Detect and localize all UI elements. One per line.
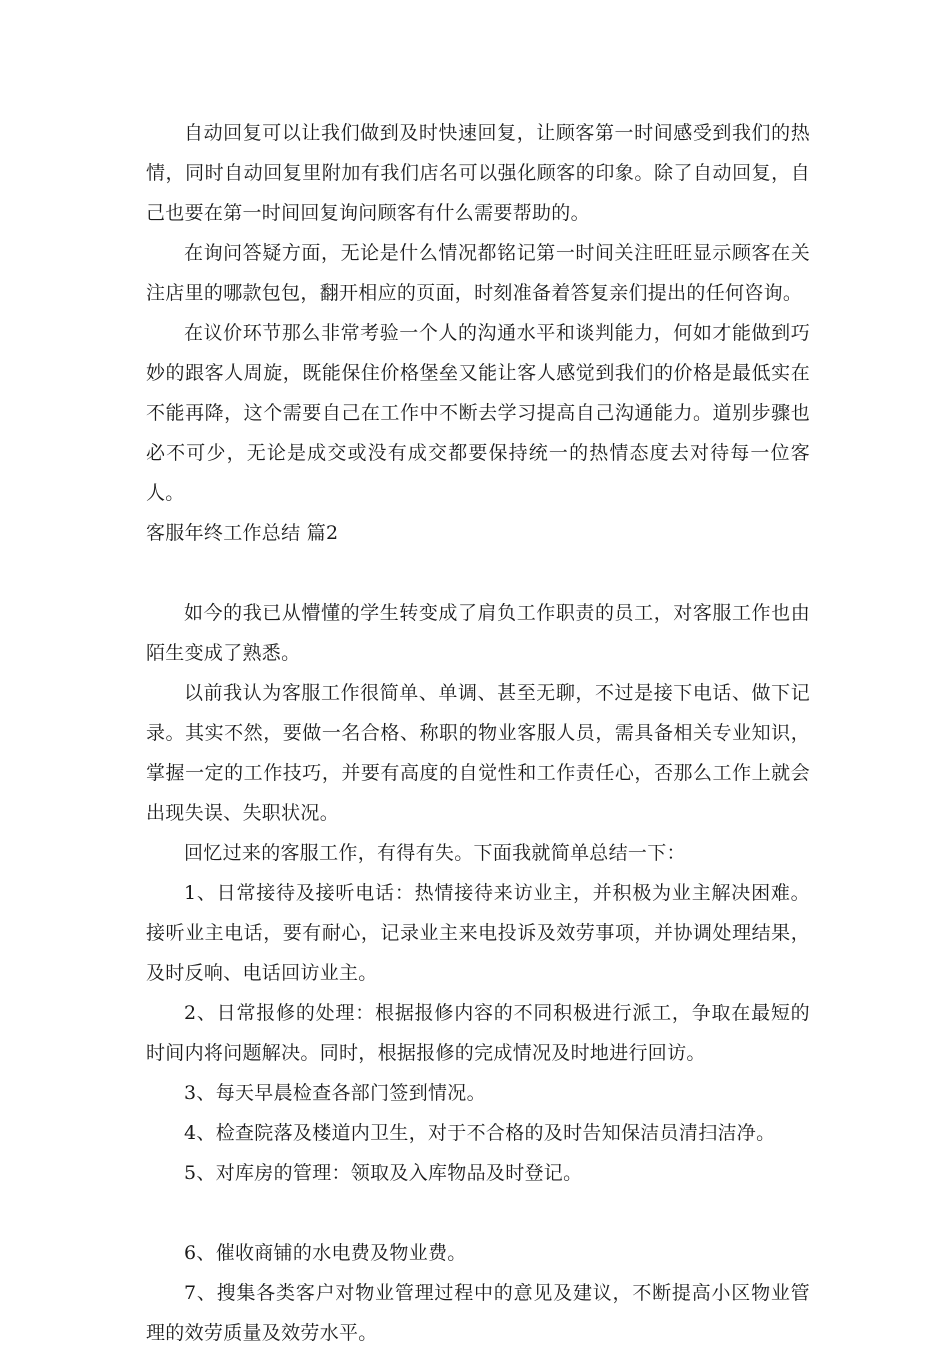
- section-heading: 客服年终工作总结 篇2: [146, 522, 339, 544]
- paragraph-bargaining: 在议价环节那么非常考验一个人的沟通水平和谈判能力，何如才能做到巧妙的跟客人周旋，既能保住价格堡垒又能让客人感觉到我们的价格是最低实在不能再降，这个需要自己在工作中不断去学习提高自己沟通能力。道别步骤也必不可少，无论是成交或没有成交都要保持统一的热情态度去对待每一位客人。: [146, 322, 810, 504]
- paragraph-inquiry: 在询问答疑方面，无论是什么情况都铭记第一时间关注旺旺显示顾客在关注店里的哪款包包，翻开相应的页面，时刻准备着答复亲们提出的任何咨询。: [146, 242, 810, 304]
- paragraph-intro: 如今的我已从懵懂的学生转变成了肩负工作职责的员工，对客服工作也由陌生变成了熟悉。: [146, 602, 810, 664]
- list-item-2: 2、日常报修的处理：根据报修内容的不同积极进行派工，争取在最短的时间内将问题解决。同时，根据报修的完成情况及时地进行回访。: [146, 1002, 810, 1064]
- list-item-1: 1、日常接待及接听电话：热情接待来访业主，并积极为业主解决困难。接听业主电话，要有耐心，记录业主来电投诉及效劳事项，并协调处理结果，及时反响、电话回访业主。: [146, 882, 810, 984]
- paragraph-review: 回忆过来的客服工作，有得有失。下面我就简单总结一下：: [184, 842, 686, 864]
- list-item-7: 7、搜集各类客户对物业管理过程中的意见及建议，不断提高小区物业管理的效劳质量及效劳水平。: [146, 1282, 810, 1344]
- document-body: [146, 113, 810, 1353]
- spacer: [146, 553, 810, 593]
- list-item-3: 3、每天早晨检查各部门签到情况。: [184, 1082, 486, 1104]
- list-item-4: 4、检查院落及楼道内卫生，对于不合格的及时告知保洁员清扫洁净。: [184, 1122, 776, 1144]
- list-item-5: 5、对库房的管理：领取及入库物品及时登记。: [184, 1162, 583, 1184]
- paragraph-auto-reply: 自动回复可以让我们做到及时快速回复，让顾客第一时间感受到我们的热情，同时自动回复里附加有我们店名可以强化顾客的印象。除了自动回复，自己也要在第一时间回复询问顾客有什么需要帮助的。: [146, 122, 810, 224]
- list-item-6: 6、催收商铺的水电费及物业费。: [184, 1242, 467, 1264]
- paragraph-past-view: 以前我认为客服工作很简单、单调、甚至无聊，不过是接下电话、做下记录。其实不然，要做一名合格、称职的物业客服人员，需具备相关专业知识，掌握一定的工作技巧，并要有高度的自觉性和工作责任心，否那么工作上就会出现失误、失职状况。: [146, 682, 810, 824]
- spacer: [146, 1193, 810, 1233]
